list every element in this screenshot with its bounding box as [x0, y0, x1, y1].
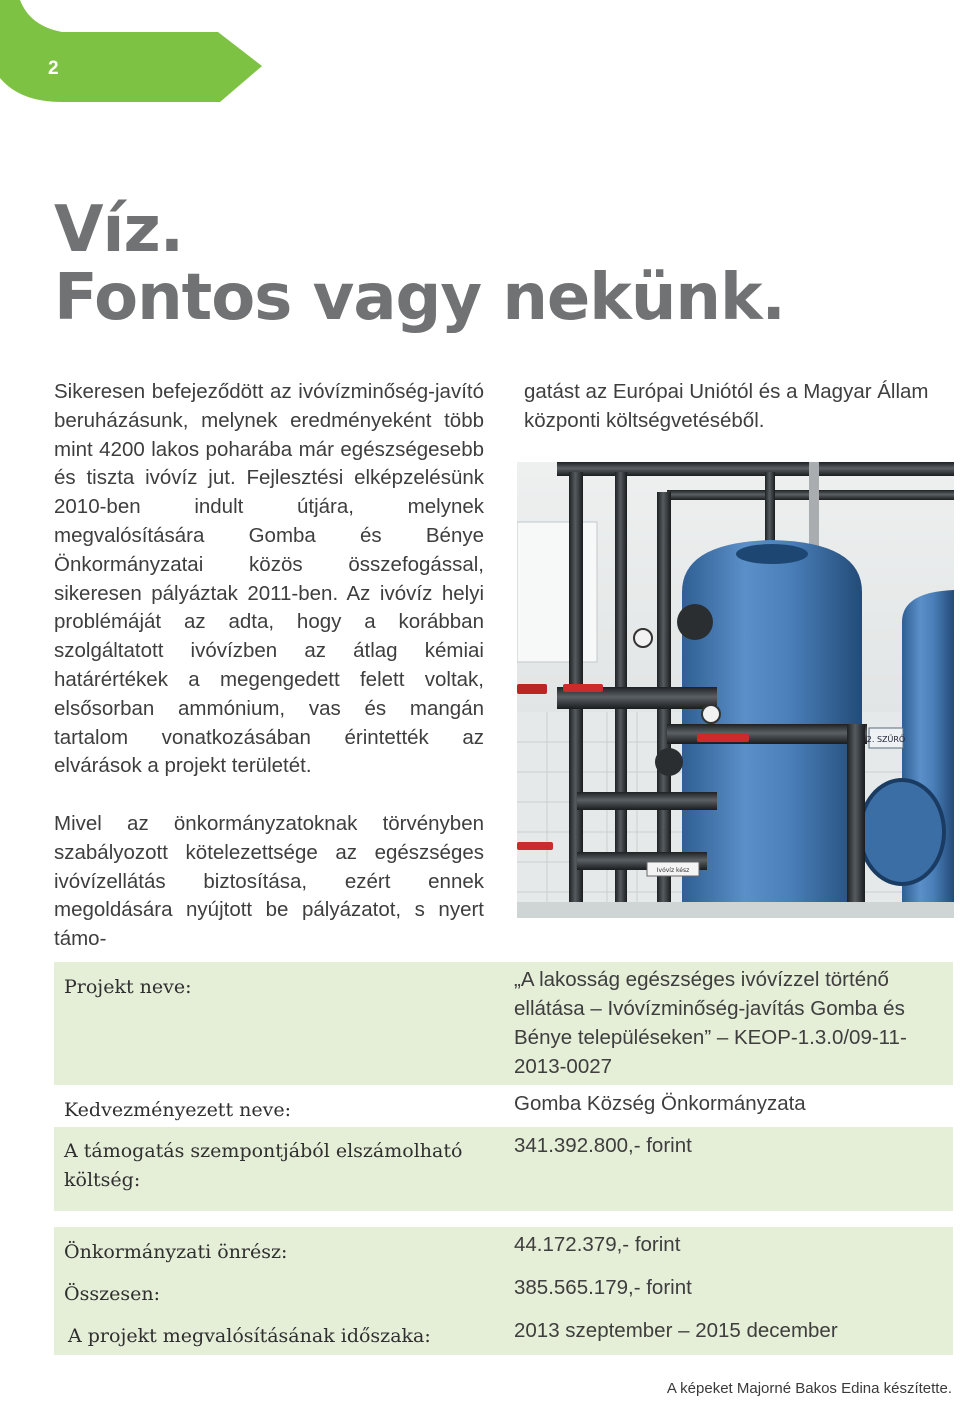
tank-label: 2. SZŰRŐ	[866, 735, 906, 744]
title-line-1: Víz.	[54, 193, 184, 267]
page-number: 2	[48, 58, 59, 79]
page-tab-arrow-shape	[0, 0, 270, 110]
value-beneficiary: Gomba Község Önkormányzata	[514, 1092, 806, 1115]
filter-tanks-photo	[517, 462, 954, 918]
label-total: Összesen:	[64, 1283, 160, 1305]
value-period: 2013 szeptember – 2015 december	[514, 1319, 838, 1342]
funding-paragraph-continued: gatást az Európai Uniótól és a Magyar Állam központi költségvetéséből.	[524, 380, 929, 432]
intro-paragraph: Sikeresen befejeződött az ivóvízminőség-javító beruházásunk, melynek eredményeként több mint 4200 lakos poharába már egészségesebb és tiszta ivóvíz jut. Fejlesztési elképzelésünk 2010-ben indult útjára, melynek megvalósítására Gomba és Bénye Önkormányzatai közös összefogással, sikeresen pályáztak 2011-ben. Az ivóvíz helyi problémáját az adta, hogy a korábban szolgáltatott ivóvízben az átlag kémiai határértékek a megengedett felett voltak, elsősorban ammónium, vas és mangán tartalom vonatkozásában érintették az elvárások a projekt területét.	[54, 380, 484, 778]
label-own-contribution: Önkormányzati önrész:	[64, 1241, 288, 1263]
project-info-table	[54, 962, 953, 1355]
value-eligible-cost: 341.392.800,- forint	[514, 1134, 692, 1157]
value-total: 385.565.179,- forint	[514, 1276, 692, 1299]
label-project-name: Projekt neve:	[64, 976, 192, 998]
value-project-name: „A lakosság egészséges ivóvízzel történő ellátása – Ivóvízminőség-javítás Gomba és Bénye településeken” – KEOP-1.3.0/09-11-2013-0027	[514, 968, 907, 1078]
label-period: A projekt megvalósításának időszaka:	[68, 1325, 431, 1347]
label-beneficiary: Kedvezményezett neve:	[64, 1099, 291, 1121]
photo-credit: A képeket Majorné Bakos Edina készítette.	[666, 1380, 952, 1397]
pipe-label: Ivóvíz kész	[656, 867, 690, 874]
label-eligible-cost: A támogatás szempontjából elszámolható költség:	[64, 1140, 463, 1191]
page-title	[54, 193, 785, 335]
value-own-contribution: 44.172.379,- forint	[514, 1233, 681, 1256]
title-line-2: Fontos vagy nekünk.	[54, 261, 785, 335]
obligation-paragraph: Mivel az önkormányzatoknak törvényben szabályozott kötelezettsége az egészséges ivóvízellátás biztosítása, ezért ennek megoldására nyújtott be pályázatot, s nyert támo-	[54, 812, 484, 951]
